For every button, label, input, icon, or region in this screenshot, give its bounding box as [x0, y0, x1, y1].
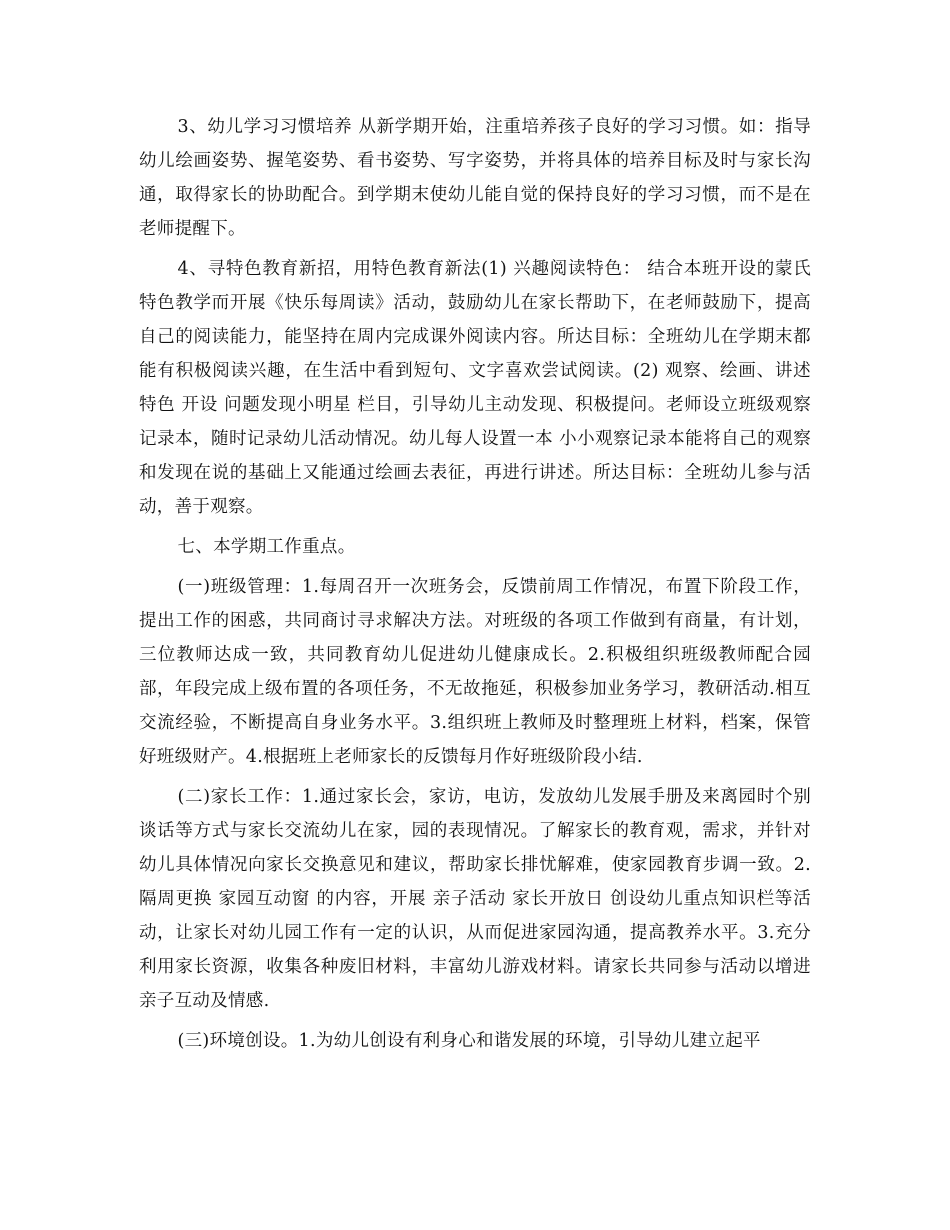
paragraph-environment: (三)环境创设。1.为幼儿创设有利身心和谐发展的环境，引导幼儿建立起平 [177, 1031, 761, 1051]
paragraph-parent-work: (二)家长工作：1.通过家长会，家访，电访，发放幼儿发展手册及来离园时个别谈话等方式与家长交流幼儿在家，园的表现情况。了解家长的教育观，需求，并针对幼儿具体情况向家长交换意见和建议，帮助家长排忧解难，使家园教育步调一致。2.隔周更换 家园互动窗 的内容，开展 亲子活动 家长开放日 创设幼儿重点知识栏等活动，让家长对幼儿园工作有一定的认识，从而促进家园沟通，提高教养水平。3.充分利用家长资源，收集各种废旧材料，丰富幼儿游戏材料。请家长共同参与活动以增进亲子互动及情感. [139, 787, 811, 1011]
section-heading-work-focus: 七、本学期工作重点。 [177, 537, 356, 557]
paragraph-special-education: 4、寻特色教育新招，用特色教育新法(1) 兴趣阅读特色： 结合本班开设的蒙氏特色教学而开展《快乐每周读》活动，鼓励幼儿在家长帮助下，在老师鼓励下，提高自己的阅读能力，能坚持在周内完成课外阅读内容。所达目标：全班幼儿在学期末都能有积极阅读兴趣，在生活中看到短句、文字喜欢尝试阅读。(2) 观察、绘画、讲述特色 开设 问题发现小明星 栏目，引导幼儿主动发现、积极提问。老师设立班级观察记录本，随时记录幼儿活动情况。幼儿每人设置一本 小小观察记录本能将自己的观察和发现在说的基础上又能通过绘画去表征，再进行讲述。所达目标：全班幼儿参与活动，善于观察。 [139, 259, 811, 517]
paragraph-class-management: (一)班级管理：1.每周召开一次班务会，反馈前周工作情况，布置下阶段工作，提出工作的困惑，共同商讨寻求解决方法。对班级的各项工作做到有商量，有计划，三位教师达成一致，共同教育幼儿促进幼儿健康成长。2.积极组织班级教师配合园部，年段完成上级布置的各项任务，不无故拖延，积极参加业务学习，教研活动.相互交流经验，不断提高自身业务水平。3.组织班上教师及时整理班上材料，档案，保管好班级财产。4.根据班上老师家长的反馈每月作好班级阶段小结. [139, 577, 811, 767]
document-body [139, 110, 811, 1064]
paragraph-habit-training: 3、幼儿学习习惯培养 从新学期开始，注重培养孩子良好的学习习惯。如：指导幼儿绘画姿势、握笔姿势、看书姿势、写字姿势，并将具体的培养目标及时与家长沟通，取得家长的协助配合。到学期末使幼儿能自觉的保持良好的学习习惯，而不是在老师提醒下。 [139, 117, 811, 239]
